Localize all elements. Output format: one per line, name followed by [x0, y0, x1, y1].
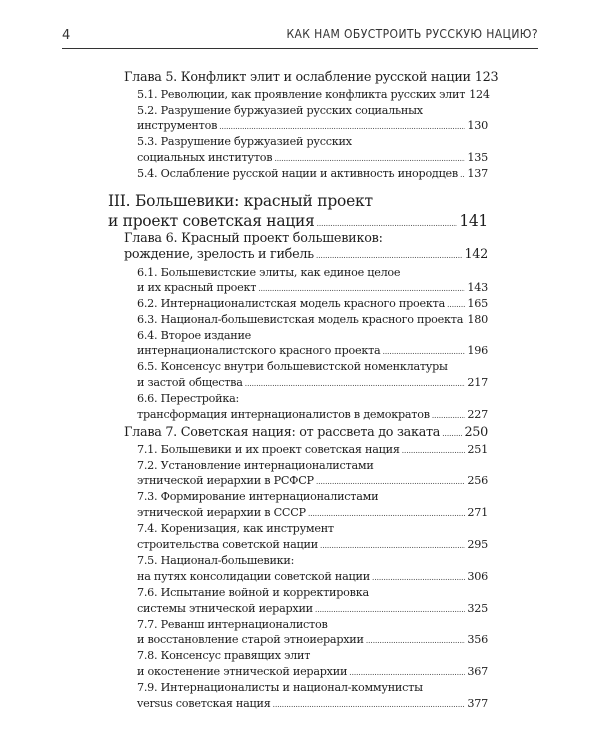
toc-entry-section-7-4-line1: 7.4. Коренизация, как инструмент	[137, 522, 334, 535]
toc-entry-section-7-3-line1: 7.3. Формирование интернационалистами	[137, 490, 379, 503]
toc-entry-title: versus советская нация	[137, 697, 271, 710]
toc-entry-section-7-7-line1: 7.7. Реванш интернационалистов	[137, 618, 328, 631]
toc-entry-page: 256	[467, 474, 488, 487]
toc-entry-section-7-5-line1: 7.5. Национал-большевики:	[137, 554, 295, 567]
toc-entry-section-5-4	[137, 167, 488, 180]
leader-dots	[432, 408, 466, 421]
page-header	[62, 24, 538, 46]
toc-entry-page: 377	[467, 697, 488, 710]
leader-dots	[219, 119, 465, 132]
toc-entry-section-7-9	[137, 697, 488, 710]
toc-entry-section-7-8	[137, 665, 488, 678]
toc-entry-section-7-2	[137, 474, 488, 487]
leader-dots	[349, 665, 465, 678]
leader-dots	[460, 167, 465, 180]
leader-dots	[366, 633, 466, 646]
toc-entry-section-5-3-line1: 5.3. Разрушение буржуазией русских	[137, 135, 352, 148]
toc-entry-page: 165	[467, 297, 488, 310]
toc-entry-title: этнической иерархии в РСФСР	[137, 474, 314, 487]
toc-entry-page: 124	[469, 88, 490, 101]
toc-entry-page: 251	[467, 443, 488, 456]
toc-entry-section-6-2	[137, 297, 488, 310]
toc-entry-section-7-6-line1: 7.6. Испытание войной и корректировка	[137, 586, 369, 599]
leader-dots	[258, 281, 465, 294]
toc-entry-section-7-1	[137, 443, 488, 456]
toc-entry-title: системы этнической иерархии	[137, 602, 313, 615]
toc-entry-section-7-3	[137, 506, 488, 519]
toc-entry-page: 295	[467, 538, 488, 551]
header-rule	[62, 48, 538, 49]
toc-entry-title: и восстановление старой этноиерархии	[137, 633, 364, 646]
toc-entry-section-7-4	[137, 538, 488, 551]
toc-entry-page: 123	[474, 70, 499, 85]
toc-entry-title: и их красный проект	[137, 281, 257, 294]
toc-entry-title: 6.2. Интернационалистская модель красного проекта	[137, 297, 445, 310]
toc-entry-title: рождение, зрелость и гибель	[124, 247, 314, 262]
toc-entry-section-6-1-line1: 6.1. Большевистские элиты, как единое целое	[137, 266, 401, 279]
leader-dots	[447, 297, 465, 310]
leader-dots	[316, 247, 463, 262]
toc-entry-section-6-5	[137, 376, 488, 389]
toc-entry-page: 325	[467, 602, 488, 615]
toc-entry-page: 250	[464, 425, 488, 440]
toc-entry-section-6-3	[137, 313, 488, 326]
leader-dots	[320, 538, 465, 551]
toc-entry-section-5-2-line1: 5.2. Разрушение буржуазией русских социальных	[137, 104, 423, 117]
toc-entry-section-7-8-line1: 7.8. Консенсус правящих элит	[137, 649, 311, 662]
toc-entry-title: Глава 5. Конфликт элит и ослабление русской нации	[124, 70, 471, 85]
toc-entry-section-6-5-line1: 6.5. Консенсус внутри большевистской номенклатуры	[137, 360, 448, 373]
toc-entry-page: 135	[467, 151, 488, 164]
toc-entry-title: на путях консолидации советской нации	[137, 570, 370, 583]
toc-entry-title: 5.4. Ослабление русской нации и активность инородцев	[137, 167, 458, 180]
leader-dots	[402, 443, 466, 456]
running-title: КАК НАМ ОБУСТРОИТЬ РУССКУЮ НАЦИЮ?	[286, 27, 538, 41]
leader-dots	[308, 506, 466, 519]
toc-entry-section-6-6-line1: 6.6. Перестройка:	[137, 392, 240, 405]
toc-entry-chapter-6-line1: Глава 6. Красный проект большевиков:	[124, 231, 383, 246]
leader-dots	[316, 474, 466, 487]
toc-entry-page: 271	[467, 506, 488, 519]
toc-entry-title: этнической иерархии в СССР	[137, 506, 306, 519]
toc-entry-title: Глава 7. Советская нация: от рассвета до заката	[124, 425, 441, 440]
toc-entry-title: 5.1. Революции, как проявление конфликта русских элит	[137, 88, 466, 101]
toc-entry-section-5-2	[137, 119, 488, 132]
toc-entry-section-7-2-line1: 7.2. Установление интернационалистами	[137, 459, 374, 472]
toc-entry-chapter-6	[124, 247, 488, 262]
toc-entry-page: 141	[459, 212, 488, 230]
toc-entry-page: 137	[467, 167, 488, 180]
toc-part-3-line1: III. Большевики: красный проект	[108, 192, 373, 210]
toc-entry-title: 6.3. Национал-большевистская модель красного проекта	[137, 313, 464, 326]
toc-entry-page: 306	[467, 570, 488, 583]
toc-entry-section-6-1	[137, 281, 488, 294]
toc-entry-section-5-3	[137, 151, 488, 164]
leader-dots	[372, 570, 465, 583]
leader-dots	[273, 697, 466, 710]
toc-entry-section-7-9-line1: 7.9. Интернационалисты и национал-коммунисты	[137, 681, 423, 694]
page-number: 4	[62, 28, 71, 43]
leader-dots	[274, 151, 465, 164]
leader-dots	[315, 602, 465, 615]
toc-entry-title: социальных институтов	[137, 151, 273, 164]
toc-entry-section-7-7	[137, 633, 488, 646]
toc-entry-section-6-4	[137, 344, 488, 357]
toc-entry-title: и окостенение этнической иерархии	[137, 665, 348, 678]
toc-entry-title: и застой общества	[137, 376, 243, 389]
toc-entry-title: и проект советская нация	[108, 212, 315, 230]
toc-entry-page: 367	[467, 665, 488, 678]
leader-dots	[382, 344, 465, 357]
toc-entry-title: трансформация интернационалистов в демократов	[137, 408, 430, 421]
toc-entry-page: 227	[467, 408, 488, 421]
toc-entry-page: 196	[467, 344, 488, 357]
toc-entry-section-7-5	[137, 570, 488, 583]
leader-dots	[316, 212, 457, 230]
toc-entry-section-5-1	[137, 88, 488, 101]
leader-dots	[245, 376, 466, 389]
toc-entry-chapter-7	[124, 425, 488, 440]
toc-entry-page: 356	[467, 633, 488, 646]
toc-entry-title: 7.1. Большевики и их проект советская нация	[137, 443, 400, 456]
toc-entry-title: инструментов	[137, 119, 218, 132]
toc-entry-page: 142	[464, 247, 488, 262]
toc-entry-title: строительства советской нации	[137, 538, 318, 551]
toc-entry-section-6-6	[137, 408, 488, 421]
toc-entry-title: интернационалистского красного проекта	[137, 344, 381, 357]
toc-entry-page: 180	[467, 313, 488, 326]
toc-entry-section-6-4-line1: 6.4. Второе издание	[137, 329, 252, 342]
toc-entry-chapter-5	[124, 70, 499, 85]
leader-dots	[442, 425, 462, 440]
toc-entry-page: 217	[467, 376, 488, 389]
toc-entry-page: 130	[467, 119, 488, 132]
toc-entry-page: 143	[467, 281, 488, 294]
toc-entry-section-7-6	[137, 602, 488, 615]
toc-part-3	[108, 212, 488, 230]
